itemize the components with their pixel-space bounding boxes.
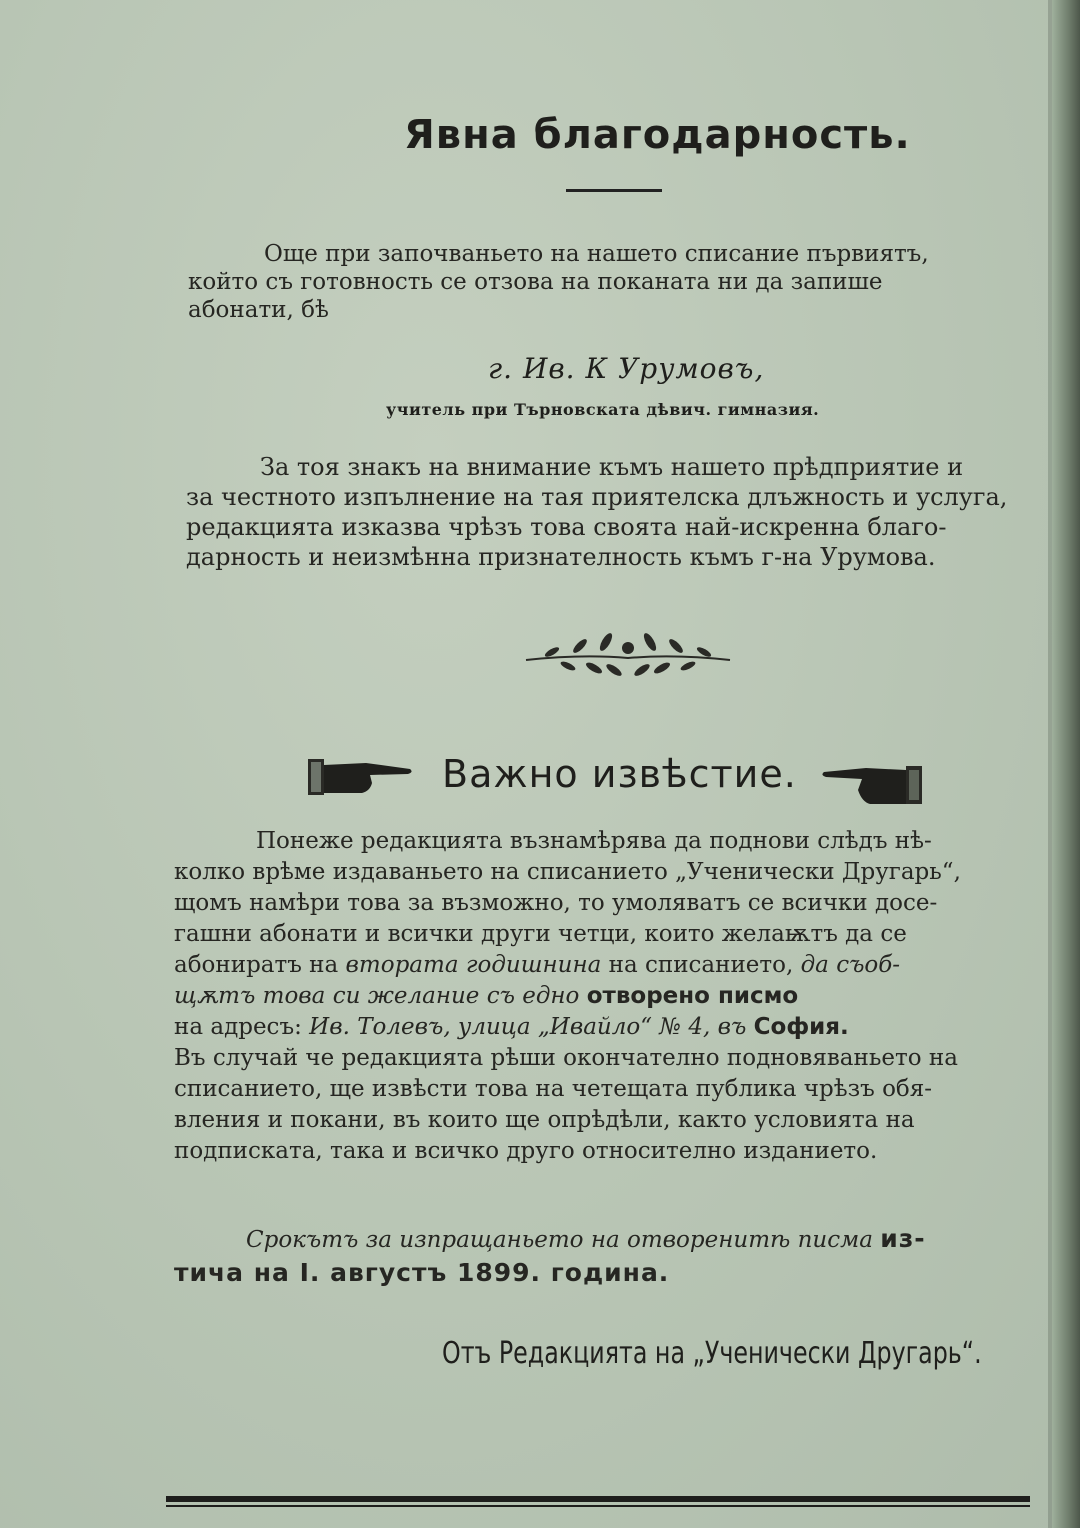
text-line: За тоя знакъ на внимание къмъ нашето прѣдприятие и — [260, 453, 964, 481]
text-segment: Понеже редакцията възнамѣрява да поднови слѣдъ нѣ- — [256, 828, 932, 854]
text-segment: вления и покани, въ които ще опрѣдѣли, както условията на — [174, 1107, 915, 1133]
text-line: който съ готовность се отзова на поканата ни да запише — [188, 269, 883, 295]
deadline-italic: Срокътъ за изпращаньето на отворенитѣ писма — [246, 1227, 873, 1253]
heading-public-gratitude: Явна благодарность. — [404, 112, 911, 158]
pointing-hand-right-icon — [306, 755, 414, 799]
bottom-rule — [166, 1496, 1030, 1502]
text-line — [174, 950, 1020, 981]
text-line: редакцията изказва чрѣзъ това своята най-искренна благо- — [186, 513, 947, 541]
title-divider — [566, 189, 662, 192]
text-segment: гашни абонати и всички други четци, които желаѭтъ да се — [174, 921, 907, 947]
text-line: дарность и неизмѣнна признателность къмъ г-на Урумова. — [186, 543, 936, 571]
page-edge — [1052, 0, 1080, 1528]
text-line — [174, 981, 1020, 1012]
text-segment: на списанието, — [601, 952, 801, 978]
gratitude-paragraph-2 — [186, 452, 1016, 572]
text-segment: абониратъ на — [174, 952, 346, 978]
text-line: Още при започваньето на нашето списание първиятъ, — [264, 241, 929, 267]
honoree-name: г. Ив. К Урумовъ, — [488, 352, 765, 385]
text-line: за честното изпълнение на тая приятелска длъжность и услуга, — [186, 483, 1008, 511]
text-segment: втората годишнина — [345, 952, 602, 978]
text-line — [174, 1136, 1020, 1167]
deadline-paragraph — [174, 1222, 1020, 1290]
text-segment: София. — [753, 1014, 849, 1040]
text-line — [174, 1105, 1020, 1136]
text-line — [174, 888, 1020, 919]
text-segment: щѫтъ това си желание съ едно — [174, 983, 587, 1009]
deadline-bold: из- — [880, 1224, 926, 1253]
honoree-position: учитель при Търновската дѣвич. гимназия. — [386, 400, 820, 419]
text-segment: Ив. Толевъ, улица „Ивайло“ № 4, въ — [309, 1014, 754, 1040]
bottom-rule-thin — [166, 1505, 1030, 1507]
text-segment: отворено писмо — [586, 983, 799, 1009]
leaf-ornament-icon — [522, 628, 734, 684]
text-line — [174, 1074, 1020, 1105]
text-line — [174, 826, 1020, 857]
heading-important-notice: Важно извѣстие. — [442, 752, 797, 796]
gratitude-paragraph-1 — [188, 240, 1018, 324]
text-segment: да съоб- — [800, 952, 901, 978]
notice-paragraph — [174, 826, 1020, 1167]
text-line: абонати, бѣ — [188, 297, 329, 323]
text-segment: Въ случай че редакцията рѣши окончателно подновяваньето на — [174, 1045, 958, 1071]
pointing-hand-left-icon — [820, 760, 924, 808]
text-line — [174, 1222, 1020, 1256]
text-segment: списанието, ще извѣсти това на четещата публика чрѣзъ обя- — [174, 1076, 933, 1102]
text-line — [174, 1012, 1020, 1043]
text-line — [174, 1043, 1020, 1074]
deadline-date: тича на I. августъ 1899. година. — [174, 1258, 670, 1287]
text-segment: колко врѣме издаваньето на списанието „Ученически Другарь“, — [174, 859, 961, 885]
text-line — [174, 919, 1020, 950]
text-segment: на адресъ: — [174, 1014, 310, 1040]
text-segment: подписката, така и всичко друго относително изданието. — [174, 1138, 878, 1164]
signature: Отъ Редакцията на „Ученически Другарь“. — [442, 1336, 982, 1371]
text-line — [174, 857, 1020, 888]
text-segment: щомъ намѣри това за възможно, то умоляватъ се всички досе- — [174, 890, 938, 916]
